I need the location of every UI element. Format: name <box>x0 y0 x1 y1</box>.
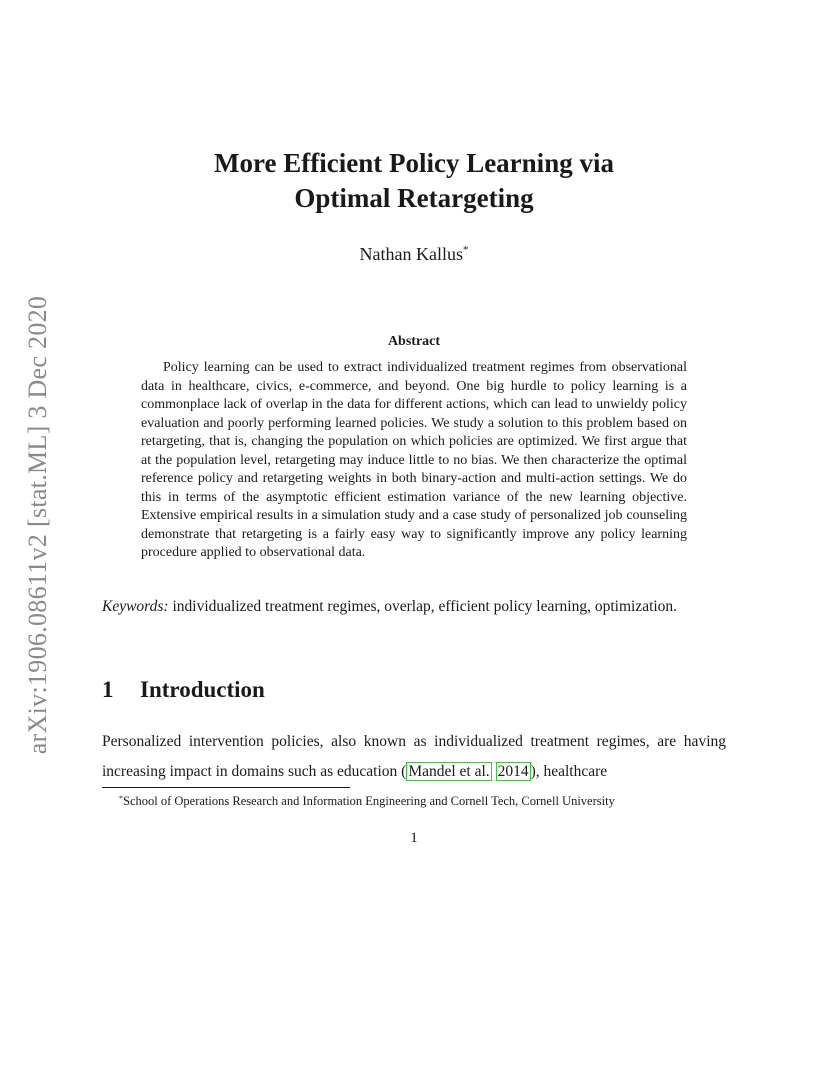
section-title: Introduction <box>140 677 265 702</box>
arxiv-identifier-stamp: arXiv:1906.08611v2 [stat.ML] 3 Dec 2020 <box>23 295 52 755</box>
section-heading-introduction <box>102 676 265 704</box>
author-line <box>0 239 828 265</box>
section-number: 1 <box>102 677 114 702</box>
citation-link-year[interactable]: 2014 <box>497 763 529 780</box>
paper-title-line-2: Optimal Retargeting <box>294 183 534 213</box>
author-name: Nathan Kallus <box>359 244 463 264</box>
keywords-label: Keywords: <box>102 598 169 615</box>
footnote <box>102 791 726 809</box>
page-number: 1 <box>410 830 418 846</box>
footnote-mark: * <box>119 794 123 803</box>
footnote-text: School of Operations Research and Information Engineering and Cornell Tech, Cornell University <box>123 794 615 808</box>
keywords-paragraph <box>102 596 726 617</box>
intro-text-after: ), healthcare <box>530 763 608 780</box>
author-footnote-mark: * <box>462 244 469 256</box>
keywords-text: individualized treatment regimes, overlap, efficient policy learning, optimization. <box>172 598 678 615</box>
footnote-divider <box>102 787 350 788</box>
paper-title <box>0 146 828 216</box>
abstract-text: Policy learning can be used to extract individualized treatment regimes from observational data in healthcare, civics, e-commerce, and beyond. One big hurdle to policy learning is a commonplace lack of overlap in the data for different actions, which can lead to unwieldy policy evaluation and poorly performing learned policies. We study a solution to this problem based on retargeting, that is, changing the population on which policies are optimized. We first argue that at the population level, retargeting may induce little to no bias. We then characterize the optimal reference policy and retargeting weights in both binary-action and multi-action settings. We do this in terms of the asymptotic efficient estimation variance of the new learning objective. Extensive empirical results in a simulation study and a case study of personalized job counseling demonstrate that retargeting is a fairly easy way to significantly improve any policy learning procedure applied to observational data. <box>141 360 687 560</box>
citation-link-author[interactable]: Mandel et al. <box>408 763 490 780</box>
intro-text-before: Personalized intervention policies, also known as individualized treatment regimes, are having increasing impact in domains such as education ( <box>102 733 726 780</box>
abstract-heading: Abstract <box>387 334 441 349</box>
introduction-paragraph <box>102 727 726 787</box>
paper-title-line-1: More Efficient Policy Learning via <box>214 148 614 178</box>
